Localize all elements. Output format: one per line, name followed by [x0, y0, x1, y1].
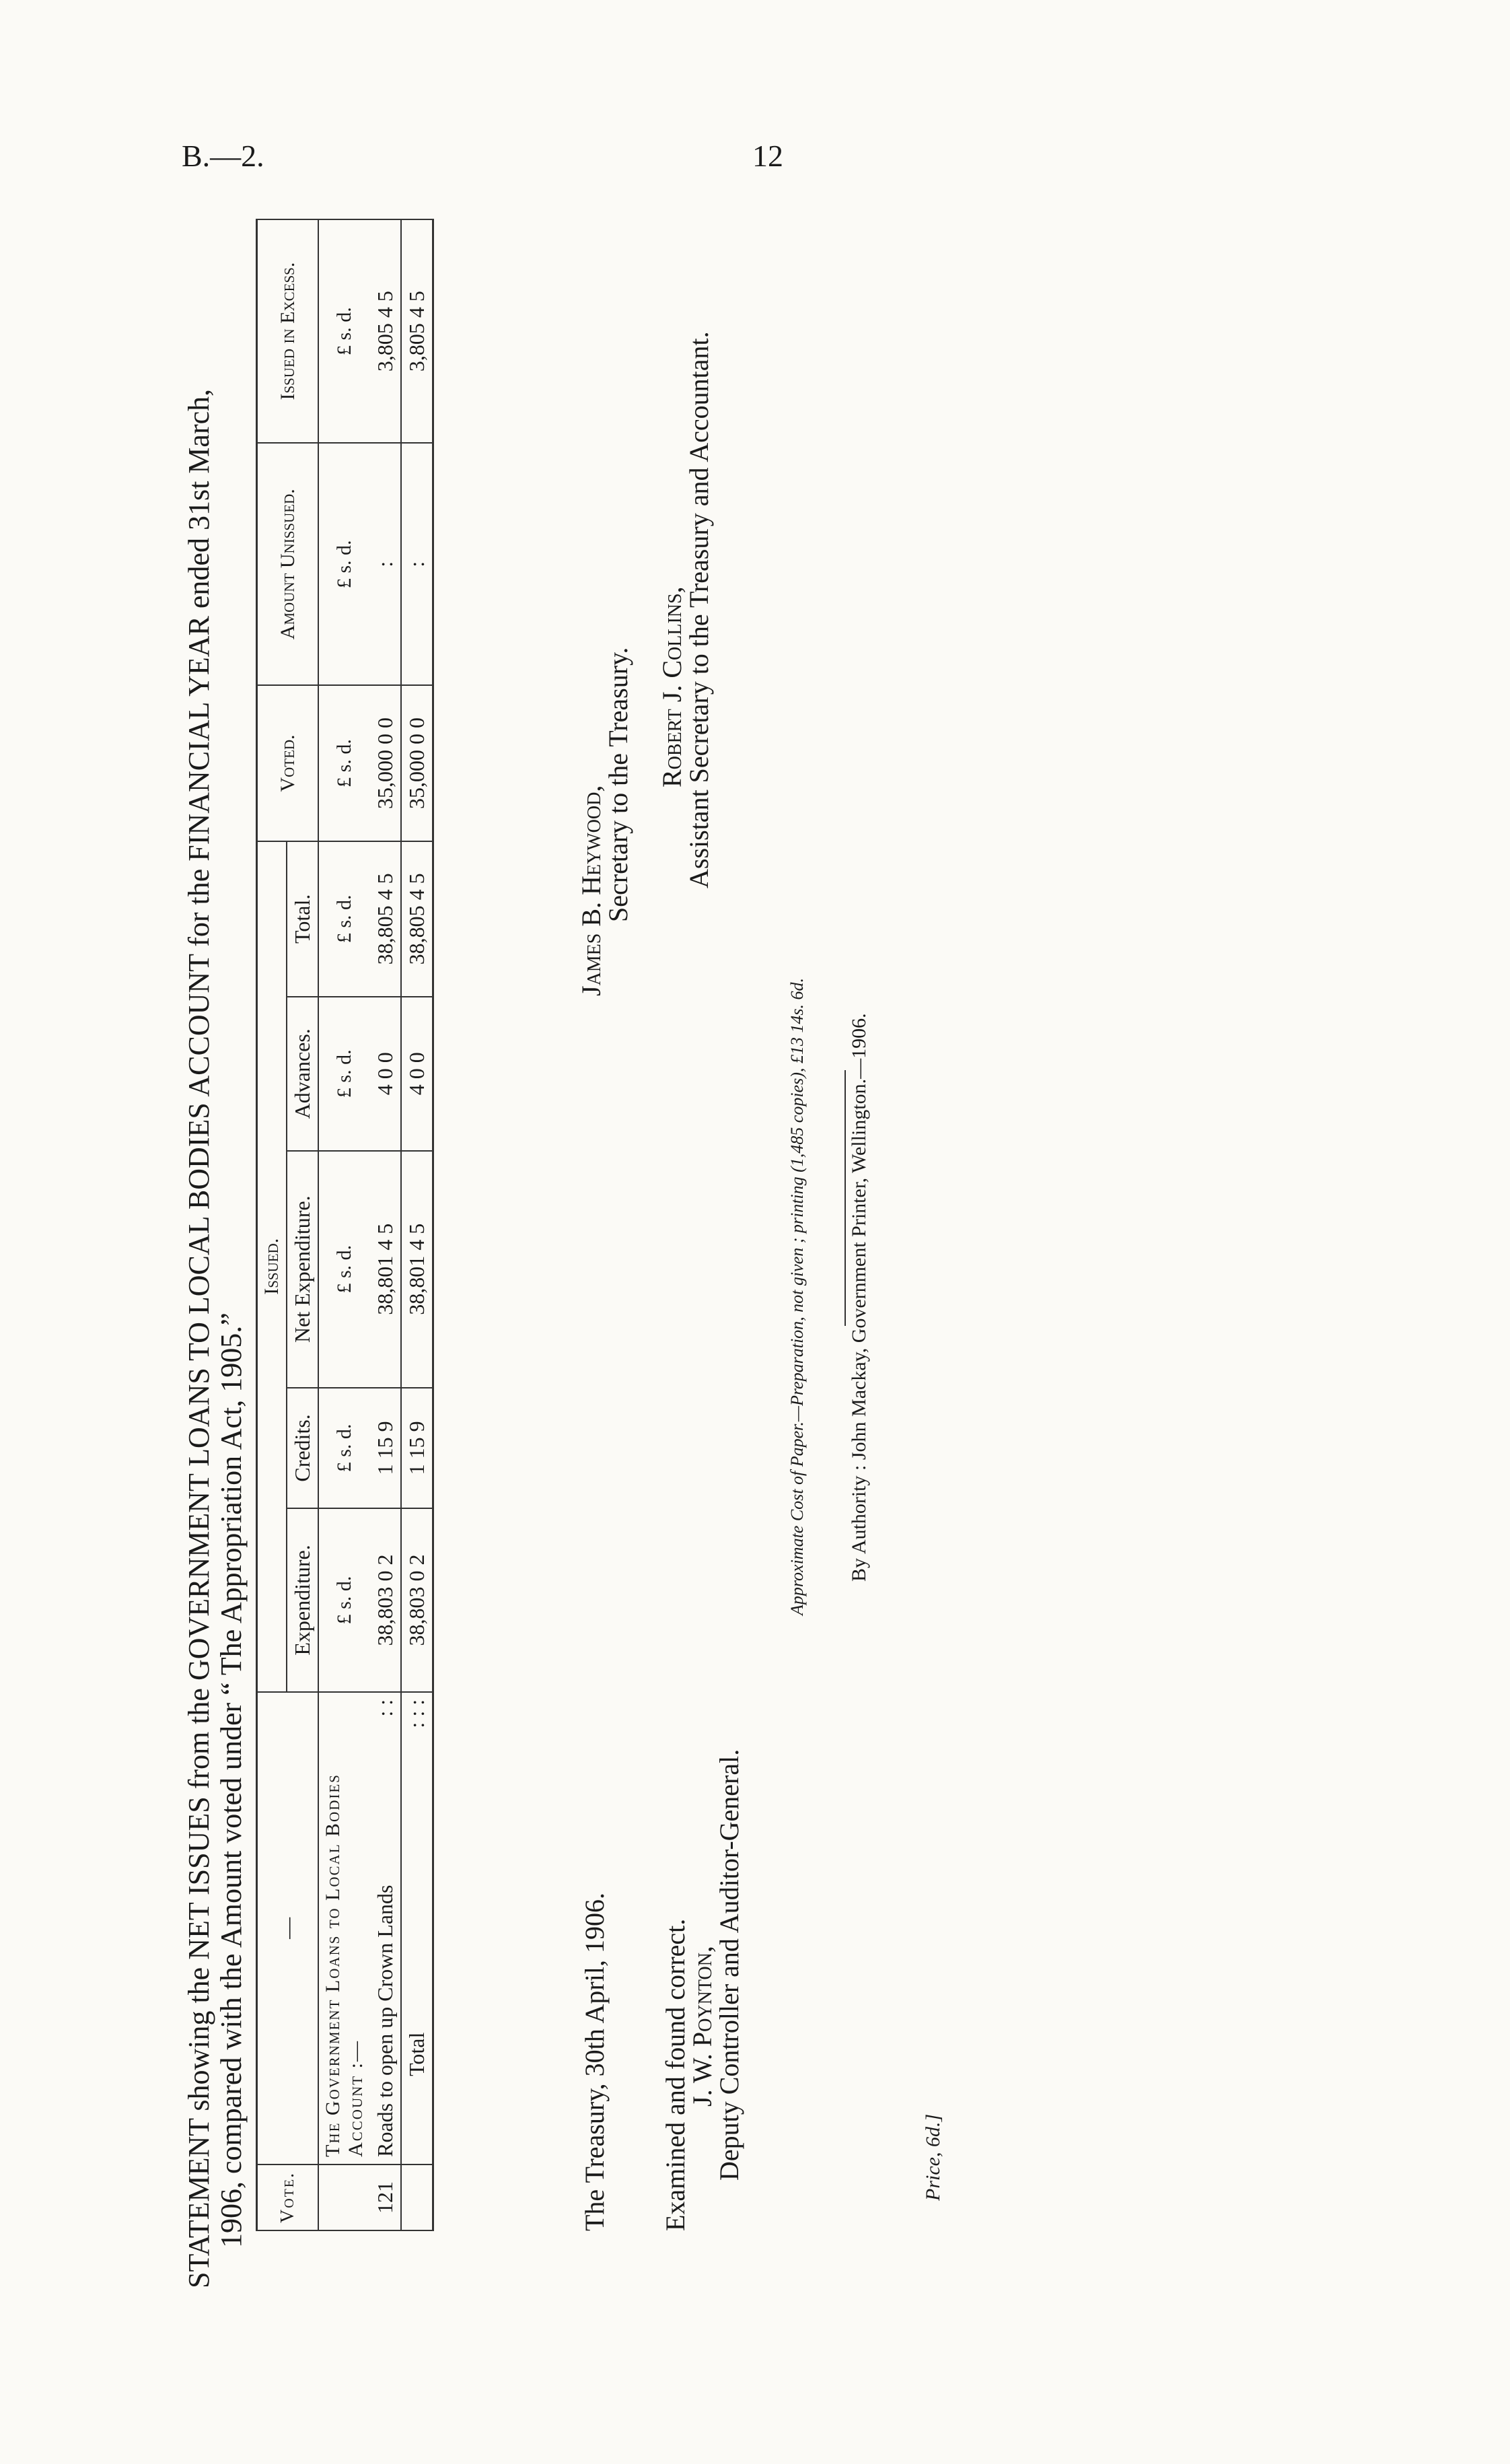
col-credits: Credits. — [287, 1388, 318, 1508]
total-dots: : : : — [404, 1699, 429, 1728]
header-page-number: 12 — [752, 139, 783, 173]
units-label: £ s. d. — [318, 1508, 370, 1692]
total-expenditure: 38,803 0 2 — [401, 1508, 433, 1692]
heywood-name: James B. Heywood, — [576, 785, 606, 996]
units-label: £ s. d. — [318, 1151, 370, 1388]
row-item — [370, 1692, 401, 2164]
section-label: The Government Loans to Local Bodies Account :— — [318, 1692, 370, 2164]
footer-rule — [844, 1070, 846, 1326]
col-unissued: Amount Unissued. — [257, 443, 319, 685]
header-paper-code: B.—2. — [182, 139, 264, 173]
cost-note: Approximate Cost of Paper.—Preparation, not given ; printing (1,485 copies), £13 14s. 6d. — [787, 978, 807, 1615]
cell-net: 38,801 4 5 — [370, 1151, 401, 1388]
table-row-total — [401, 219, 433, 2230]
total-unissued: : — [401, 443, 433, 685]
item-dots: : : — [373, 1699, 397, 1717]
item-label: Roads to open up Crown Lands — [373, 1885, 397, 2157]
price-note: Price, 6d.] — [922, 2113, 944, 2201]
col-voted: Voted. — [257, 685, 319, 841]
total-total: 38,805 4 5 — [401, 841, 433, 997]
units-label: £ s. d. — [318, 443, 370, 685]
statement-table — [256, 219, 434, 2231]
cell-credits: 1 15 9 — [370, 1388, 401, 1508]
cell-total: 38,805 4 5 — [370, 841, 401, 997]
poynton-title: Deputy Controller and Auditor-General. — [714, 1749, 744, 2181]
vote-number: 121 — [370, 2164, 401, 2230]
col-issued: Issued. — [257, 841, 287, 1692]
total-advances: 4 0 0 — [401, 997, 433, 1151]
units-label: £ s. d. — [318, 685, 370, 841]
heywood-title: Secretary to the Treasury. — [603, 647, 633, 922]
cell-unissued: : — [370, 443, 401, 685]
table-row — [370, 219, 401, 2230]
total-credits: 1 15 9 — [401, 1388, 433, 1508]
col-total: Total. — [287, 841, 318, 997]
units-label: £ s. d. — [318, 841, 370, 997]
statement-title-line2: 1906, compared with the Amount voted under “ The Appropriation Act, 1905.” — [215, 1312, 248, 2248]
cell-expenditure: 38,803 0 2 — [370, 1508, 401, 1692]
total-voted: 35,000 0 0 — [401, 685, 433, 841]
col-expenditure: Expenditure. — [287, 1508, 318, 1692]
total-excess: 3,805 4 5 — [401, 219, 433, 443]
statement-title-line1: STATEMENT showing the NET ISSUES from the GOVERNMENT LOANS TO LOCAL BODIES ACCOUNT for the FINANCIAL YEAR ended 31st March, — [182, 388, 215, 2288]
cell-advances: 4 0 0 — [370, 997, 401, 1151]
poynton-name: J. W. Poynton, — [687, 1946, 717, 2107]
collins-title: Assistant Secretary to the Treasury and Accountant. — [684, 331, 714, 888]
rotated-statement — [168, 202, 976, 2288]
treasury-date: The Treasury, 30th April, 1906. — [579, 1893, 610, 2231]
cell-voted: 35,000 0 0 — [370, 685, 401, 841]
col-advances: Advances. — [287, 997, 318, 1151]
examined-line: Examined and found correct. — [660, 1918, 690, 2231]
col-dash: — — [257, 1692, 319, 2164]
col-net-expenditure: Net Expenditure. — [287, 1151, 318, 1388]
col-vote: Vote. — [257, 2164, 319, 2230]
units-label: £ s. d. — [318, 1388, 370, 1508]
printer-authority: By Authority : John Mackay, Government Printer, Wellington.—1906. — [848, 1013, 870, 1582]
units-label: £ s. d. — [318, 997, 370, 1151]
total-item — [401, 1692, 433, 2164]
total-net: 38,801 4 5 — [401, 1151, 433, 1388]
total-label: Total — [404, 2032, 429, 2076]
cell-excess: 3,805 4 5 — [370, 219, 401, 443]
col-excess: Issued in Excess. — [257, 219, 319, 443]
units-label: £ s. d. — [318, 219, 370, 443]
collins-name: Robert J. Collins, — [657, 586, 687, 787]
